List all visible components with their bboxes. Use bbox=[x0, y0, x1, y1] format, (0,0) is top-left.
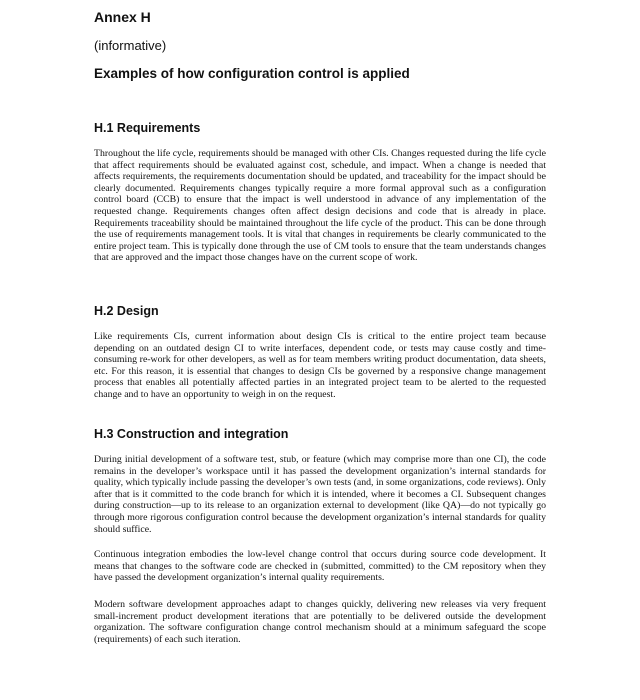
section-heading-construction: H.3 Construction and integration bbox=[94, 427, 289, 441]
section-heading-design: H.2 Design bbox=[94, 304, 159, 318]
annex-subtitle: (informative) bbox=[94, 38, 167, 53]
section-heading-requirements: H.1 Requirements bbox=[94, 121, 201, 135]
paragraph-construction-3: Modern software development approaches adapt to changes quickly, delivering new releases via very frequent small-increment product development iterations that are potentially to be delivered outside the development organization. The software configuration change control mechanism should at a minimum safeguard the scope (requirements) of each such iteration. bbox=[94, 599, 546, 645]
paragraph-design: Like requirements CIs, current information about design CIs is critical to the entire project team because depending on an outdated design CI to write interfaces, dependent code, or tests may cause costly and time-consuming re-work for other developers, as well as for team members writing product documentation, data sheets, etc. For this reason, it is essential that changes to design CIs be governed by a responsive change management process that enables all potentially affected parties in an integrated project team to be alerted to the requested change and to have an opportunity to weigh in on the request. bbox=[94, 331, 546, 400]
annex-title: Annex H bbox=[94, 9, 151, 25]
paragraph-construction-2: Continuous integration embodies the low-level change control that occurs during source code development. It means that changes to the software code are checked in (submitted, committed) to the CM repository when they have passed the development organization’s internal quality requirements. bbox=[94, 549, 546, 584]
paragraph-requirements: Throughout the life cycle, requirements should be managed with other CIs. Changes requested during the life cycle that affect requirements should be evaluated against cost, schedule, and impact. When a change is needed that affects requirements, the requirements documentation should be updated, and traceability for the impact should be clearly documented. Requirements changes typically require a more formal approval such as a configuration control board (CCB) to ensure that the impact is well understood in advance of any implementation of the requested change. Requirements changes often affect design decisions and code that is already in place. Requirements traceability should be maintained throughout the life cycle of the product. This can be done through the use of requirements management tools. It is vital that changes in requirements be clearly communicated to the entire project team. This is typically done through the use of CM tools to ensure that the team understands changes that are approved and the impact those changes have on the current scope of work. bbox=[94, 148, 546, 264]
paragraph-construction-1: During initial development of a software test, stub, or feature (which may comprise more than one CI), the code remains in the developer’s workspace until it has passed the development organization’s internal standards for quality, which typically include passing the developer’s own tests (and, in some organizations, code reviews). Only after that is it committed to the code branch for which it is intended, where it becomes a CI. Subsequent changes during construction—up to its release to an organization external to development (like QA)—do not typically go through more rigorous configuration control because the development organization’s internal standards for quality should suffice. bbox=[94, 454, 546, 535]
annex-heading: Examples of how configuration control is applied bbox=[94, 66, 410, 81]
